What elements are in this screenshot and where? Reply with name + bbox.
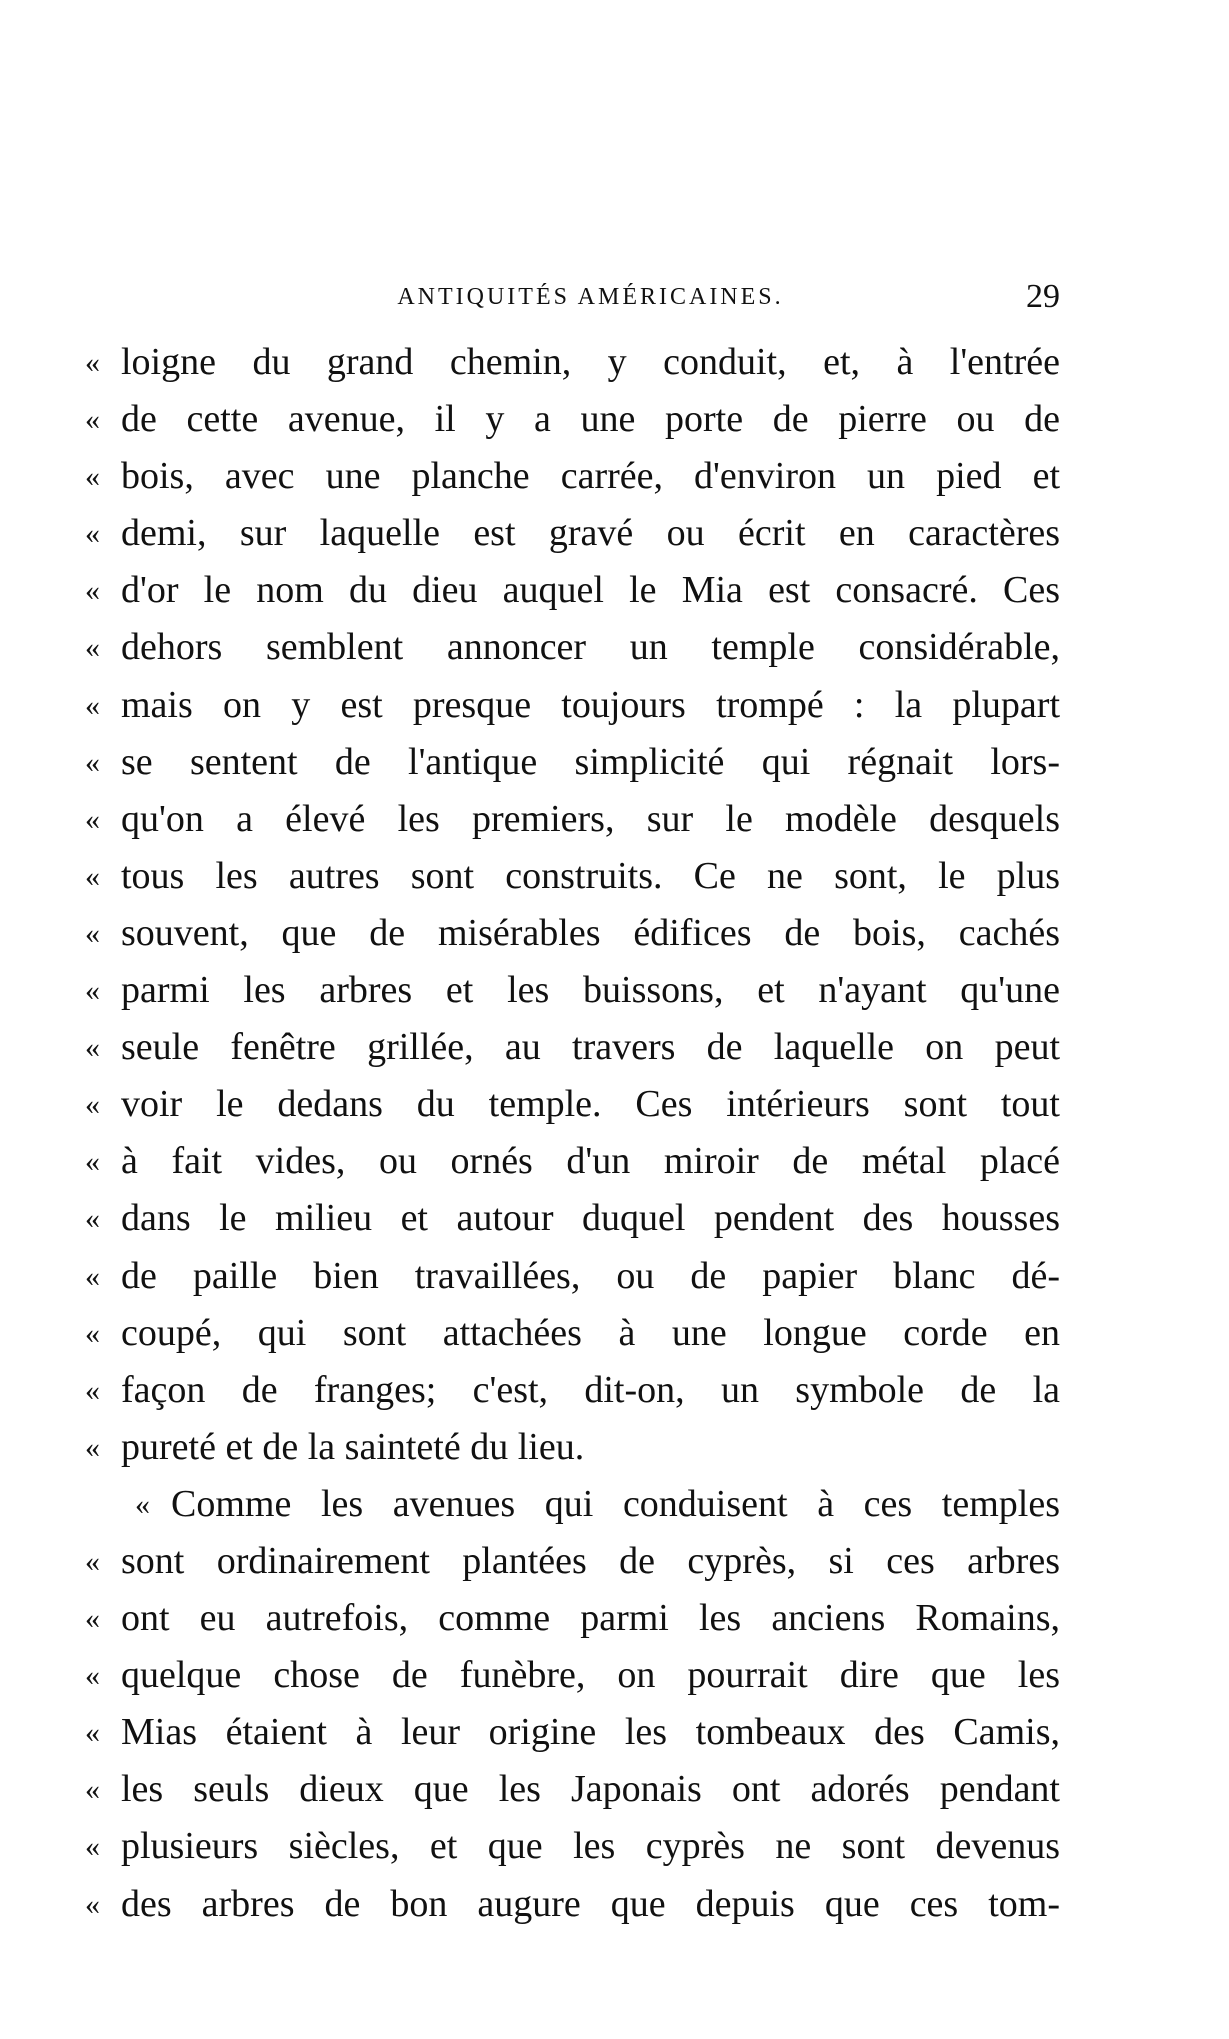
text-line [85,1590,1060,1647]
quote-mark: « [85,1887,100,1921]
text-line [85,1305,1060,1362]
quote-mark: « [85,1830,100,1864]
page-number: 29 [1026,278,1060,315]
text-line [85,1076,1060,1133]
quote-mark: « [85,1145,100,1179]
line-text: de cette avenue, il y a une porte de pierre ou de [121,398,1060,441]
line-text: se sentent de l'antique simplicité qui régnait lors- [121,740,1060,783]
quote-mark: « [85,1716,100,1750]
text-line [85,1876,1060,1933]
line-text: façon de franges; c'est, dit-on, un symbole de la [121,1368,1060,1411]
line-text: ont eu autrefois, comme parmi les anciens Romains, [121,1597,1060,1640]
quote-mark: « [85,346,100,379]
quote-mark: « [85,916,100,950]
line-text: seule fenêtre grillée, au travers de laquelle on peut [121,1026,1060,1069]
quote-mark: « [85,574,100,608]
text-line [85,334,1060,391]
line-text: qu'on a élevé les premiers, sur le modèle desquels [121,797,1060,840]
text-line [85,1647,1060,1704]
line-text: de paille bien travaillées, ou de papier blanc dé- [121,1254,1060,1297]
line-text: Mias étaient à leur origine les tombeaux des Camis, [121,1711,1060,1754]
quote-mark: « [85,1088,100,1122]
line-text: pureté et de la sainteté du lieu. [121,1425,585,1468]
quote-mark: « [85,517,100,551]
line-text: dehors semblent annoncer un temple considérable, [121,626,1060,669]
line-text: mais on y est presque toujours trompé : la plupart [121,683,1060,726]
quote-mark: « [85,974,100,1008]
text-line [85,677,1060,734]
text-line [85,619,1060,676]
line-text: demi, sur laquelle est gravé ou écrit en caractères [121,512,1060,555]
text-line [85,791,1060,848]
text-line [85,1704,1060,1761]
quote-mark: « [85,631,100,665]
text-line [85,905,1060,962]
text-line [85,1019,1060,1076]
quote-mark: « [85,1373,100,1407]
line-text: tous les autres sont construits. Ce ne sont, le plus [121,854,1060,897]
text-line [85,562,1060,619]
text-line [85,1818,1060,1875]
quote-mark: « [85,859,100,893]
line-text: bois, avec une planche carrée, d'environ un pied et [121,455,1060,498]
page-body-text [85,334,1060,1933]
line-text: loigne du grand chemin, y conduit, et, à l'entrée [121,341,1060,383]
line-text: parmi les arbres et les buissons, et n'ayant qu'une [121,969,1060,1012]
quote-mark: « [85,1031,100,1065]
line-text: souvent, que de misérables édifices de bois, cachés [121,911,1060,954]
quote-mark: « [85,1544,100,1578]
quote-mark: « [135,1487,150,1521]
quote-mark: « [85,1430,100,1464]
quote-mark: « [85,1602,100,1636]
line-text: quelque chose de funèbre, on pourrait dire que les [121,1654,1060,1697]
text-line [85,734,1060,791]
text-line [85,1362,1060,1419]
text-line [85,962,1060,1019]
text-line [85,1419,1060,1476]
quote-mark: « [85,688,100,722]
text-line [85,1476,1060,1533]
text-line [85,505,1060,562]
quote-mark: « [85,403,100,437]
text-line [85,1533,1060,1590]
text-line [85,1248,1060,1305]
line-text: des arbres de bon augure que depuis que ces tom- [121,1882,1060,1925]
running-title: ANTIQUITÉS AMÉRICAINES. [397,284,784,310]
quote-mark: « [85,1202,100,1236]
text-line [85,1190,1060,1247]
quote-mark: « [85,1316,100,1350]
line-text: dans le milieu et autour duquel pendent des housses [121,1197,1060,1240]
quote-mark: « [85,745,100,779]
text-line [85,391,1060,448]
text-line [85,1761,1060,1818]
quote-mark: « [85,802,100,836]
quote-mark: « [85,460,100,494]
quote-mark: « [85,1773,100,1807]
line-text: voir le dedans du temple. Ces intérieurs sont tout [121,1083,1060,1126]
text-line [85,848,1060,905]
text-line [85,448,1060,505]
quote-mark: « [85,1659,100,1693]
line-text: à fait vides, ou ornés d'un miroir de métal placé [121,1140,1060,1183]
line-text: Comme les avenues qui conduisent à ces temples [171,1482,1060,1525]
line-text: d'or le nom du dieu auquel le Mia est consacré. Ces [121,569,1060,612]
quote-mark: « [85,1259,100,1293]
line-text: plusieurs siècles, et que les cyprès ne sont devenus [121,1825,1060,1868]
page-header [121,278,1060,318]
text-line [85,1133,1060,1190]
line-text: les seuls dieux que les Japonais ont adorés pendant [121,1768,1060,1811]
line-text: sont ordinairement plantées de cyprès, si ces arbres [121,1539,1060,1582]
line-text: coupé, qui sont attachées à une longue corde en [121,1311,1060,1354]
